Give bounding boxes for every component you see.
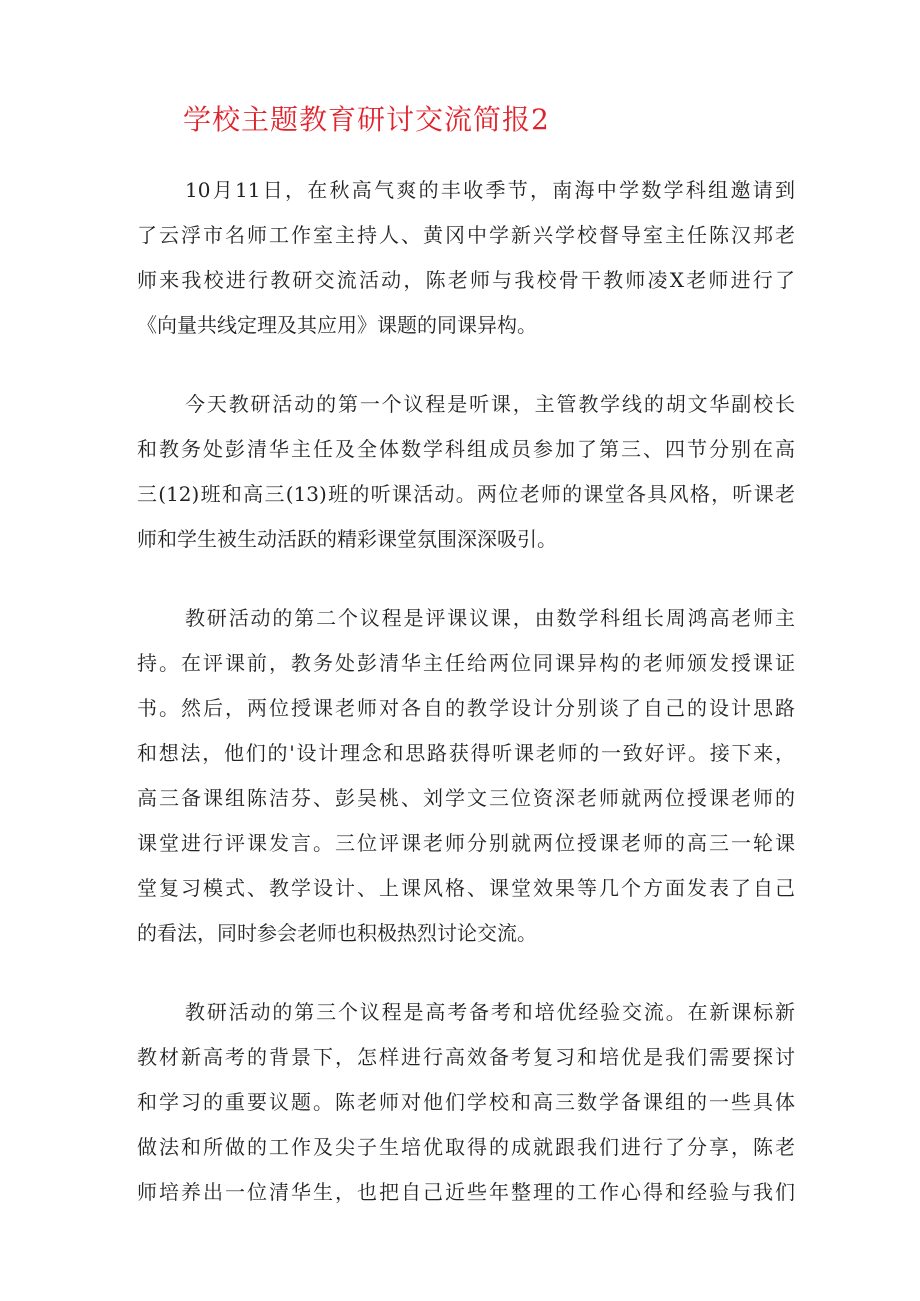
text-line: 课堂进行评课发言。三位评课老师分别就两位授课老师的高三一轮课 xyxy=(137,831,795,855)
paragraph-3 xyxy=(137,596,795,956)
text-line: 师培养出一位清华生，也把自己近些年整理的工作心得和经验与我们 xyxy=(137,1180,795,1204)
text-line: 和教务处彭清华主任及全体数学科组成员参加了第三、四节分别在高 xyxy=(137,437,795,461)
text-line: 的看法，同时参会老师也积极热烈讨论交流。 xyxy=(137,921,537,945)
text-line: 持。在评课前，教务处彭清华主任给两位同课异构的老师颁发授课证 xyxy=(137,651,795,675)
text-line: 教材新高考的背景下，怎样进行高效备考复习和培优是我们需要探讨 xyxy=(137,1045,795,1069)
text-line: 和想法，他们的'设计理念和思路获得听课老师的一致好评。接下来， xyxy=(137,741,795,765)
text-line: 教研活动的第二个议程是评课议课，由数学科组长周鸿高老师主 xyxy=(185,606,795,630)
text-line: 三(12)班和高三(13)班的听课活动。两位老师的课堂各具风格，听课老 xyxy=(137,482,795,506)
text-line: 师来我校进行教研交流活动，陈老师与我校骨干教师凌X老师进行了 xyxy=(137,268,795,292)
text-line: 了云浮市名师工作室主持人、黄冈中学新兴学校督导室主任陈汉邦老 xyxy=(137,223,795,247)
text-line: 今天教研活动的第一个议程是听课，主管教学线的胡文华副校长 xyxy=(185,392,795,416)
text-line: 高三备课组陈洁芬、彭吴桃、刘学文三位资深老师就两位授课老师的 xyxy=(137,786,795,810)
text-line: 堂复习模式、教学设计、上课风格、课堂效果等几个方面发表了自己 xyxy=(137,876,795,900)
text-line: 10月11日，在秋高气爽的丰收季节，南海中学数学科组邀请到 xyxy=(185,178,795,202)
text-line: 和学习的重要议题。陈老师对他们学校和高三数学备课组的一些具体 xyxy=(137,1090,795,1114)
text-line: 做法和所做的工作及尖子生培优取得的成就跟我们进行了分享，陈老 xyxy=(137,1135,795,1159)
document-body xyxy=(137,168,795,1249)
document-title: 学校主题教育研讨交流简报2 xyxy=(183,103,550,136)
paragraph-2 xyxy=(137,382,795,562)
paragraph-4 xyxy=(137,990,795,1215)
text-line: 师和学生被生动活跃的精彩课堂氛围深深吸引。 xyxy=(137,527,557,551)
text-line: 《向量共线定理及其应用》课题的同课异构。 xyxy=(137,313,537,337)
paragraph-1 xyxy=(137,168,795,348)
text-line: 教研活动的第三个议程是高考备考和培优经验交流。在新课标新 xyxy=(185,1000,795,1024)
text-line: 书。然后，两位授课老师对各自的教学设计分别谈了自己的设计思路 xyxy=(137,696,795,720)
